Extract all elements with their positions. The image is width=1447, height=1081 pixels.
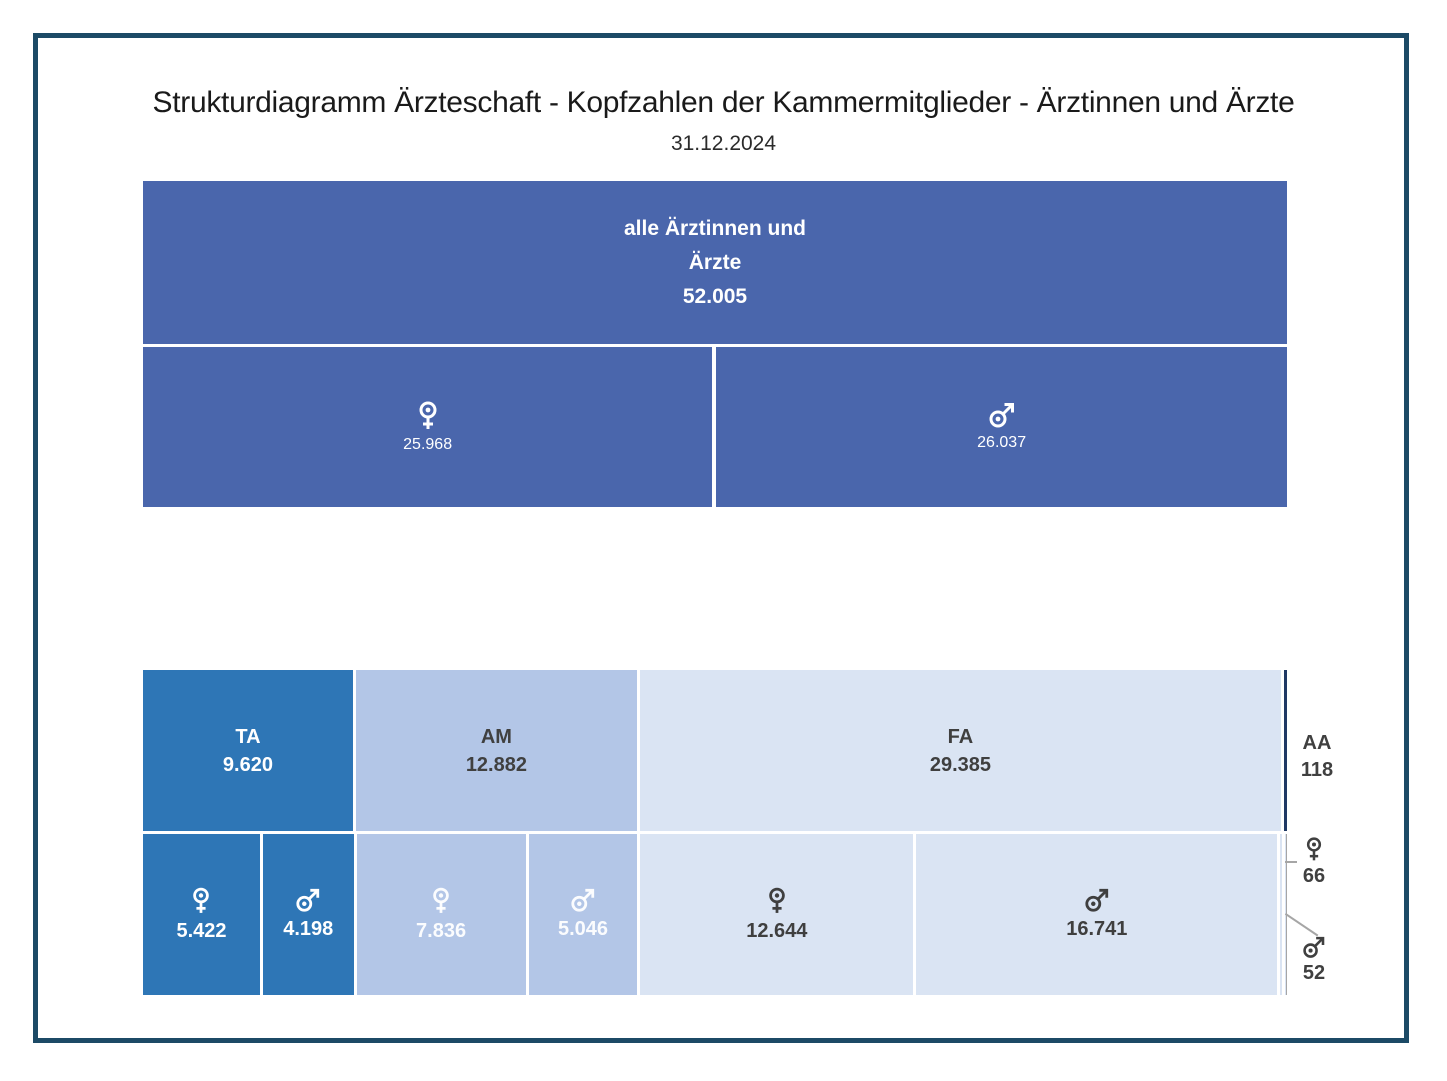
ta-male-value: 4.198 bbox=[283, 918, 334, 940]
aa-outside-label bbox=[1293, 730, 1341, 784]
report-date: 31.12.2024 bbox=[670, 132, 777, 155]
gender-row bbox=[143, 347, 1287, 507]
female-icon bbox=[416, 400, 440, 432]
category-am-code: AM bbox=[480, 725, 512, 748]
fa-male-block bbox=[916, 834, 1277, 995]
total-value: 52.005 bbox=[682, 284, 748, 308]
female-total-block bbox=[143, 347, 712, 507]
treemap-chart bbox=[143, 181, 1287, 995]
aa-male-value: 52 bbox=[1302, 962, 1326, 984]
ta-female-block bbox=[143, 834, 260, 995]
male-total-block bbox=[716, 347, 1287, 507]
fa-female-value: 12.644 bbox=[746, 920, 808, 942]
male-icon bbox=[1083, 888, 1111, 914]
category-am-value: 12.882 bbox=[465, 753, 527, 776]
category-row bbox=[143, 670, 1287, 831]
aa-female-sliver bbox=[1280, 834, 1282, 995]
blank-gap bbox=[143, 507, 1287, 670]
category-am-block bbox=[356, 670, 637, 831]
female-icon bbox=[766, 886, 788, 916]
female-icon bbox=[430, 886, 452, 916]
female-icon bbox=[1304, 836, 1324, 863]
total-label-line1: alle Ärztinnen und bbox=[623, 216, 806, 240]
category-fa-value: 29.385 bbox=[929, 753, 992, 776]
ta-male-block bbox=[263, 834, 354, 995]
fa-male-value: 16.741 bbox=[1066, 918, 1128, 940]
aa-female-value: 66 bbox=[1302, 865, 1326, 887]
category-fa-code: FA bbox=[947, 725, 974, 748]
aa-value: 118 bbox=[1300, 759, 1334, 781]
am-male-block bbox=[529, 834, 638, 995]
female-total-value: 25.968 bbox=[403, 436, 453, 453]
category-ta-value: 9.620 bbox=[222, 753, 273, 776]
aa-female-outside-label bbox=[1294, 836, 1334, 888]
am-female-block bbox=[357, 834, 526, 995]
aa-code: AA bbox=[1302, 732, 1332, 754]
male-icon bbox=[1301, 936, 1327, 960]
category-aa-strip bbox=[1284, 670, 1287, 831]
male-icon bbox=[987, 402, 1017, 430]
total-label-line2: Ärzte bbox=[688, 250, 742, 274]
female-icon bbox=[190, 886, 212, 916]
total-block bbox=[143, 181, 1287, 344]
category-gender-row bbox=[143, 834, 1287, 995]
category-fa-block bbox=[640, 670, 1281, 831]
male-total-value: 26.037 bbox=[977, 434, 1027, 451]
am-male-value: 5.046 bbox=[557, 918, 609, 940]
aa-male-outside-label bbox=[1294, 936, 1334, 985]
category-ta-block bbox=[143, 670, 353, 831]
page-title: Strukturdiagramm Ärzteschaft - Kopfzahlen der Kammermitglieder - Ärztinnen und Ärzte bbox=[152, 86, 1295, 119]
am-female-value: 7.836 bbox=[416, 920, 467, 942]
category-ta-code: TA bbox=[235, 725, 261, 748]
male-icon bbox=[569, 888, 597, 914]
fa-female-block bbox=[640, 834, 913, 995]
male-icon bbox=[294, 888, 322, 914]
ta-female-value: 5.422 bbox=[176, 920, 227, 942]
